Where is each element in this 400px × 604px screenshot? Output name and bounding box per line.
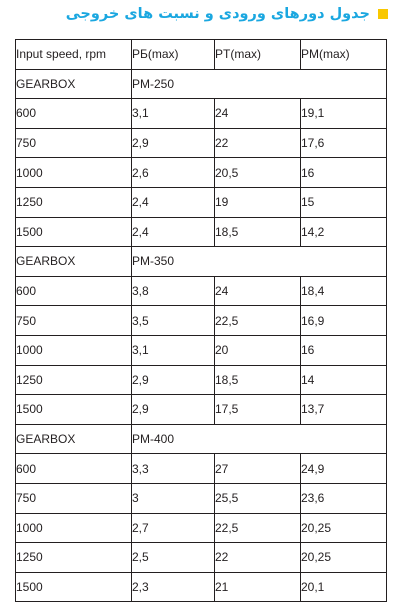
gearbox-spec-table	[15, 39, 387, 602]
gearbox-model: PM-400	[132, 424, 387, 454]
table-row	[16, 217, 387, 247]
input-speed-cell: 1250	[16, 365, 132, 395]
pt-max-cell: 24	[215, 99, 301, 129]
pt-max-cell: 27	[215, 454, 301, 484]
pt-max-cell: 24	[215, 276, 301, 306]
gearbox-group-row	[16, 247, 387, 277]
input-speed-cell: 1000	[16, 158, 132, 188]
pt-max-cell: 21	[215, 572, 301, 602]
pb-max-cell: 3,1	[132, 335, 215, 365]
pm-max-cell: 16	[301, 158, 387, 188]
gearbox-label: GEARBOX	[16, 424, 132, 454]
section-heading	[66, 6, 388, 22]
pm-max-cell: 20,25	[301, 513, 387, 543]
pt-max-cell: 20	[215, 335, 301, 365]
gearbox-group-row	[16, 424, 387, 454]
header-input-speed: Input speed, rpm	[16, 40, 132, 70]
table-row	[16, 187, 387, 217]
table-row	[16, 276, 387, 306]
pm-max-cell: 13,7	[301, 395, 387, 425]
pm-max-cell: 20,25	[301, 543, 387, 573]
pt-max-cell: 18,5	[215, 217, 301, 247]
input-speed-cell: 1500	[16, 395, 132, 425]
gearbox-model: PM-350	[132, 247, 387, 277]
heading-text: جدول دورهای ورودی و نسبت های خروجی	[65, 6, 370, 22]
table-row	[16, 572, 387, 602]
pb-max-cell: 2,9	[132, 395, 215, 425]
table-row	[16, 158, 387, 188]
pt-max-cell: 22,5	[215, 306, 301, 336]
table-row	[16, 513, 387, 543]
input-speed-cell: 750	[16, 128, 132, 158]
input-speed-cell: 1250	[16, 543, 132, 573]
gearbox-group-row	[16, 69, 387, 99]
pb-max-cell: 2,3	[132, 572, 215, 602]
table-row	[16, 99, 387, 129]
pt-max-cell: 22	[215, 543, 301, 573]
pm-max-cell: 14	[301, 365, 387, 395]
header-pb-max: PБ(max)	[132, 40, 215, 70]
table-row	[16, 483, 387, 513]
pb-max-cell: 2,7	[132, 513, 215, 543]
pt-max-cell: 22,5	[215, 513, 301, 543]
pm-max-cell: 24,9	[301, 454, 387, 484]
pt-max-cell: 17,5	[215, 395, 301, 425]
input-speed-cell: 600	[16, 454, 132, 484]
gearbox-model: PM-250	[132, 69, 387, 99]
pb-max-cell: 3	[132, 483, 215, 513]
pm-max-cell: 20,1	[301, 572, 387, 602]
pm-max-cell: 14,2	[301, 217, 387, 247]
pb-max-cell: 2,9	[132, 128, 215, 158]
pm-max-cell: 17,6	[301, 128, 387, 158]
pt-max-cell: 18,5	[215, 365, 301, 395]
gearbox-label: GEARBOX	[16, 69, 132, 99]
pb-max-cell: 3,1	[132, 99, 215, 129]
input-speed-cell: 750	[16, 306, 132, 336]
pb-max-cell: 3,8	[132, 276, 215, 306]
table-row	[16, 454, 387, 484]
pb-max-cell: 3,3	[132, 454, 215, 484]
table-row	[16, 395, 387, 425]
pb-max-cell: 2,9	[132, 365, 215, 395]
table-row	[16, 306, 387, 336]
table-row	[16, 335, 387, 365]
table-row	[16, 128, 387, 158]
header-pt-max: PT(max)	[215, 40, 301, 70]
input-speed-cell: 600	[16, 276, 132, 306]
pm-max-cell: 19,1	[301, 99, 387, 129]
input-speed-cell: 1000	[16, 335, 132, 365]
input-speed-cell: 600	[16, 99, 132, 129]
gearbox-label: GEARBOX	[16, 247, 132, 277]
pm-max-cell: 16	[301, 335, 387, 365]
header-pm-max: PM(max)	[301, 40, 387, 70]
pb-max-cell: 2,4	[132, 217, 215, 247]
pm-max-cell: 15	[301, 187, 387, 217]
pt-max-cell: 19	[215, 187, 301, 217]
pt-max-cell: 25,5	[215, 483, 301, 513]
input-speed-cell: 1500	[16, 217, 132, 247]
pb-max-cell: 2,5	[132, 543, 215, 573]
table-row	[16, 543, 387, 573]
input-speed-cell: 1000	[16, 513, 132, 543]
header-row	[16, 40, 387, 70]
pb-max-cell: 2,6	[132, 158, 215, 188]
pt-max-cell: 20,5	[215, 158, 301, 188]
pm-max-cell: 18,4	[301, 276, 387, 306]
input-speed-cell: 1250	[16, 187, 132, 217]
input-speed-cell: 750	[16, 483, 132, 513]
pt-max-cell: 22	[215, 128, 301, 158]
pb-max-cell: 3,5	[132, 306, 215, 336]
pm-max-cell: 23,6	[301, 483, 387, 513]
pb-max-cell: 2,4	[132, 187, 215, 217]
table-body	[16, 40, 387, 602]
input-speed-cell: 1500	[16, 572, 132, 602]
table-row	[16, 365, 387, 395]
pm-max-cell: 16,9	[301, 306, 387, 336]
bullet-square-icon	[378, 9, 388, 19]
